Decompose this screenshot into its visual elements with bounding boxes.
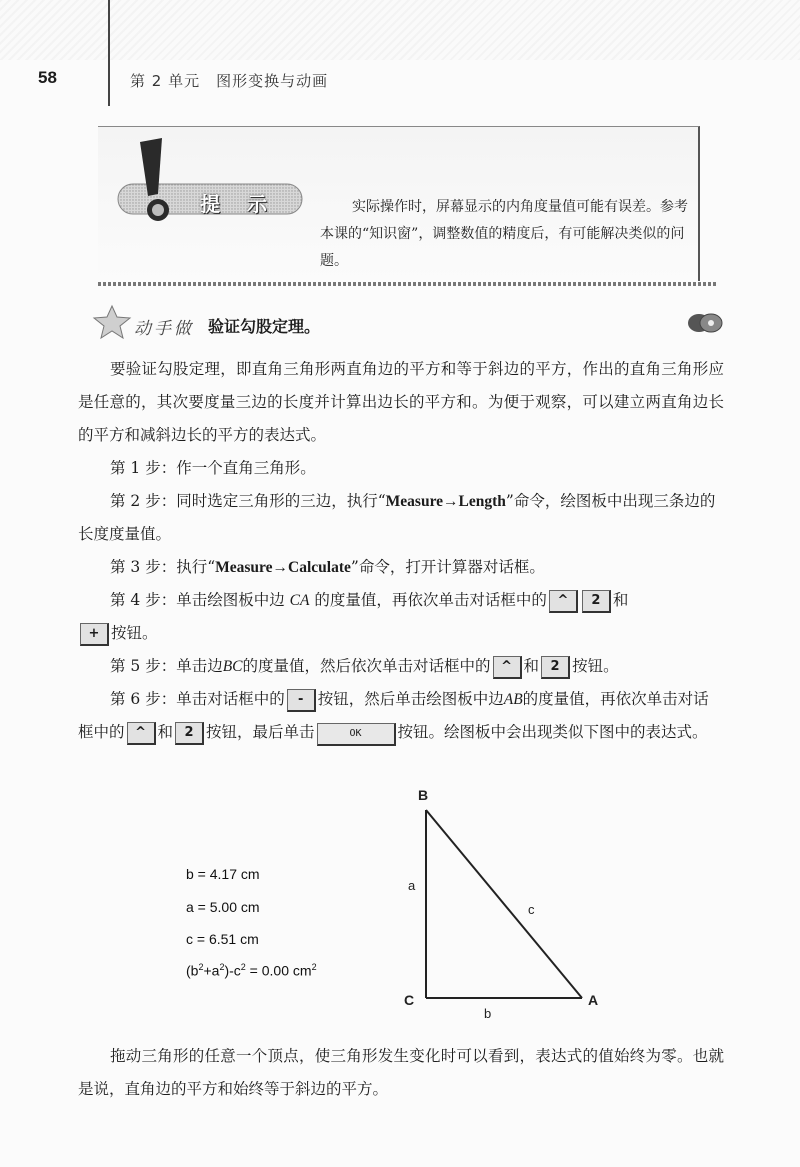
two-key: 2 [582,590,611,613]
step-2-text-b: ”命令，绘图板中出现三条边的长度度量值。 [78,492,716,543]
activity-heading [90,304,730,340]
vertex-b-label: B [418,787,429,803]
side-b-label: b [484,1006,492,1020]
expr-sup-3: 2 [240,962,246,972]
two-key: 2 [541,656,570,679]
expr-part-1: (b [186,962,199,979]
tip-badge [114,130,334,230]
step-4-text-a: 第 4 步：单击绘图板中边 [110,591,290,609]
expr-part-3: )-c [224,962,241,979]
measurement-b: b = 4.17 cm [186,866,260,882]
step-5-text-a: 第 5 步：单击边 [110,657,223,675]
step-4-text-b: 的度量值，再依次单击对话框中的 [309,591,547,609]
expr-sup-1: 2 [198,962,204,972]
expr-sup-4: 2 [311,962,317,972]
plus-key: + [80,623,109,646]
pythagoras-expression [186,962,317,979]
step-5-text-b: 的度量值，然后依次单击对话框中的 [242,657,491,675]
step-6-text-b: 按钮，然后单击绘图板中边 [317,690,504,708]
page-number: 58 [38,68,57,87]
step-5 [78,650,724,683]
activity-title: 验证勾股定理。 [208,317,321,336]
vertex-c-label: C [404,992,415,1008]
expr-part-2: +a [203,962,220,979]
step-4-text-c: 和 [612,591,629,609]
side-c-line [426,810,582,998]
intro-paragraph: 要验证勾股定理，即直角三角形两直角边的平方和等于斜边的平方，作出的直角三角形应是任意的，其次要度量三边的长度并计算出边长的平方和。为便于观察，可以建立两直角边长的平方和减斜边长的平方的表达式。 [78,360,724,444]
caret-key: ^ [127,722,156,745]
step-4-text-d: 按钮。 [111,624,158,642]
step-4-side-ca: CA [289,592,310,609]
step-2 [78,485,724,551]
tip-text: 实际操作时，屏幕显示的内角度量值可能有误差。参考本课的“知识窗”，调整数值的精度后，有可能解决类似的问题。 [320,199,688,269]
step-5-text-d: 按钮。 [572,657,619,675]
ok-key: OK [317,723,396,746]
step-2-command: Measure→Length [385,493,506,510]
step-6-text-d: 和 [157,723,174,741]
measurement-c: c = 6.51 cm [186,931,259,947]
disc-icon [686,312,724,334]
unit-title: 第 2 单元 图形变换与动画 [130,72,329,90]
star-icon [90,304,134,340]
step-2-text-a: 第 2 步：同时选定三角形的三边，执行“ [110,492,386,510]
activity-label: 动手做 [134,319,194,339]
caret-key: ^ [493,656,522,679]
step-6-text-e: 按钮，最后单击 [206,723,315,741]
step-6-text-a: 第 6 步：单击对话框中的 [110,690,285,708]
step-6 [78,683,724,749]
step-6-side-ab: AB [503,691,523,708]
caret-key: ^ [549,590,578,613]
step-3-text-b: ”命令，打开计算器对话框。 [350,558,545,576]
header-texture [0,0,800,60]
step-3-text-a: 第 3 步：执行“ [110,558,216,576]
expr-part-4: = 0.00 cm [245,962,312,979]
two-key: 2 [175,722,204,745]
conclusion-paragraph: 拖动三角形的任意一个顶点，使三角形发生变化时可以看到，表达式的值始终为零。也就是说，直角边的平方和始终等于斜边的平方。 [78,1047,724,1098]
step-5-side-bc: BC [222,658,243,675]
step-1: 第 1 步：作一个直角三角形。 [110,459,316,477]
step-5-text-c: 和 [523,657,540,675]
header-divider [108,0,110,106]
step-6-text-c: 的度量值，再依次单击对话框中的 [78,690,709,741]
step-4 [78,584,724,650]
vertex-a-label: A [588,992,599,1008]
tip-box-bottom-border [98,282,716,286]
side-c-label: c [528,902,535,917]
expr-sup-2: 2 [219,962,225,972]
step-3-command: Measure→Calculate [215,559,351,576]
minus-key: - [287,689,316,712]
step-6-text-f: 按钮。绘图板中会出现类似下图中的表达式。 [397,723,708,741]
right-triangle-figure [390,780,620,1020]
side-a-label: a [408,878,416,893]
step-3 [78,551,724,584]
measurement-a: a = 5.00 cm [186,899,260,915]
tip-badge-label: 提 示 [200,192,277,216]
